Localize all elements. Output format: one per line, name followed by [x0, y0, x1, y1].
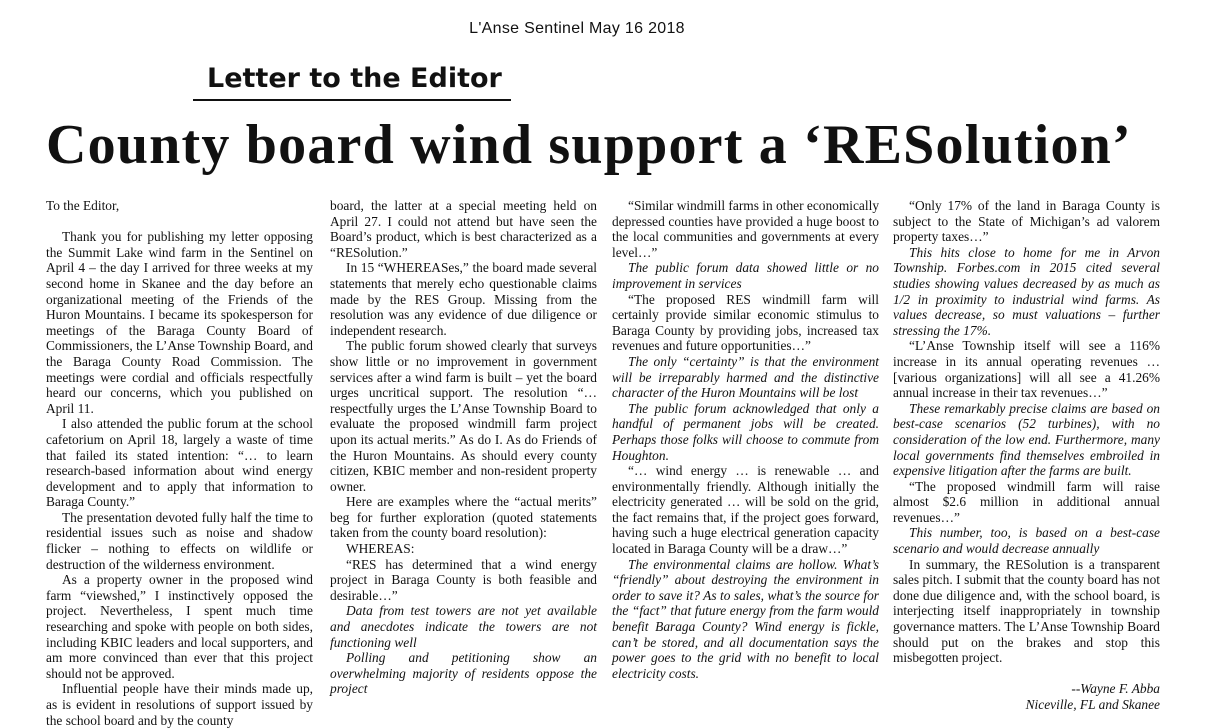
paragraph: As a property owner in the proposed wind farm “viewshed,” I instinctively opposed the project. Nevertheless, I spent much time researching and spoke with people on both sides, including KBIC leaders and local supporters, and am more convinced than ever that this project should not be approved.	[46, 572, 313, 681]
article-column-2	[330, 198, 597, 697]
paragraph: “… wind energy … is renewable … and environmentally friendly. Although initially the electricity generated … will be sold on the grid, the fact remains that, if the project goes forward, having such a huge electrical generation capacity located in Baraga County will be a draw…”	[612, 463, 879, 557]
paragraph: “The proposed RES windmill farm will certainly provide similar economic stimulus to Baraga County by providing jobs, increased tax revenues and future opportunities…”	[612, 291, 879, 354]
paragraph: Thank you for publishing my letter opposing the Summit Lake wind farm in the Sentinel on April 4 – the day I arrived for three weeks at my second home in Skanee and the day before an organizational meeting of the Friends of the Huron Mountains. I became its spokesperson for meetings of the Baraga County Board of Commissioners, the L’Anse Township Board, and the Baraga County Road Commission. The meetings were cordial and officials respectfully heard our concerns, which you published on April 11.	[46, 229, 313, 416]
paragraph: “Only 17% of the land in Baraga County is subject to the State of Michigan’s ad valorem property taxes…”	[893, 198, 1160, 245]
paragraph: In summary, the RESolution is a transparent sales pitch. I submit that the county board has not done due diligence and, with the school board, is interjecting itself inappropriately in township governance matters. The L’Anse Township Board should put on the brakes and stop this misbegotten project.	[893, 556, 1160, 666]
paragraph: The environmental claims are hollow. What’s “friendly” about destroying the environment in order to save it? As to sales, what’s the source for the “fact” that future energy from the farm would benefit Baraga County? Wind energy is fickle, can’t be stored, and all documentation says the power goes to the grid with no benefit to local electricity costs.	[612, 556, 879, 681]
paragraph: The public forum acknowledged that only a handful of permanent jobs will be created. Perhaps those folks will choose to commute from Houghton.	[612, 400, 879, 463]
paragraph: WHEREAS:	[346, 541, 415, 557]
headline: County board wind support a ‘RESolution’	[46, 114, 1132, 176]
paragraph: The public forum data showed little or no improvement in services	[612, 260, 879, 291]
paragraph: The public forum showed clearly that surveys show little or no improvement in government services after a wind farm is built – yet the board urges uncritical support. The resolution “… respectfully urges the L’Anse Township Board to evaluate the proposed windmill farm project upon its actual merits.” As do I. As do Friends of the Huron Mountains. As should every county citizen, KBIC member and non-resident property owner.	[330, 338, 597, 494]
paragraph: These remarkably precise claims are based on best-case scenarios (52 turbines), with no consideration of the low end. Furthermore, many local governments find themselves embroiled in expensive litigation after the farms are built.	[893, 400, 1160, 479]
paragraph: “Similar windmill farms in other economically depressed counties have provided a huge boost to the local communities and governments at every level…”	[612, 198, 880, 260]
section-kicker: Letter to the Editor	[193, 59, 511, 101]
paragraph: Here are examples where the “actual merits” beg for further exploration (quoted statements taken from the county board resolution):	[330, 494, 597, 541]
paragraph: board, the latter at a special meeting held on April 27. I could not attend but have seen the Board’s product, which is best characterized as a “RESolution.”	[330, 198, 597, 260]
paragraph: To the Editor,	[46, 198, 120, 213]
article-column-3	[612, 198, 879, 681]
paragraph: Polling and petitioning show an overwhelming majority of residents oppose the project	[330, 650, 597, 697]
paragraph: This hits close to home for me in Arvon Township. Forbes.com in 2015 cited several studies showing values decreased by as much as 1/2 in proximity to industrial wind farms. As values decrease, so must valuations – further stressing the 17%.	[893, 244, 1160, 338]
paragraph: I also attended the public forum at the school cafetorium on April 18, largely a waste of time that failed its stated intention: “… to learn research-based information about wind energy development and to apply that information to Baraga County.”	[46, 416, 313, 510]
signature-location: Niceville, FL and Skanee	[1025, 697, 1160, 712]
signature-name: --Wayne F. Abba	[1071, 681, 1160, 697]
paragraph: Influential people have their minds made up, as is evident in resolutions of support issued by the school board and by the county	[46, 681, 313, 728]
paragraph: In 15 “WHEREASes,” the board made several statements that merely echo questionable claims made by the RES Group. Missing from the resolution was any evidence of due diligence or independent research.	[330, 260, 597, 338]
paragraph: This number, too, is based on a best-case scenario and would decrease annually	[893, 525, 1160, 557]
article-column-4	[893, 198, 1160, 713]
paragraph: Data from test towers are not yet available and anecdotes indicate the towers are not functioning well	[330, 603, 597, 650]
paragraph: “The proposed windmill farm will raise almost $2.6 million in additional annual revenues…”	[893, 478, 1160, 525]
paragraph: “L’Anse Township itself will see a 116% increase in its annual operating revenues … [various organizations] will all see a 41.26% annual increase in their tax revenues…”	[893, 338, 1160, 401]
article-column-1	[46, 198, 313, 728]
paragraph: The only “certainty” is that the environment will be irreparably harmed and the distinctive character of the Huron Mountains will be lost	[612, 353, 879, 401]
masthead: L'Anse Sentinel May 16 2018	[469, 20, 685, 37]
paragraph: “RES has determined that a wind energy project in Baraga County is both feasible and desirable…”	[330, 556, 597, 603]
paragraph: The presentation devoted fully half the time to residential issues such as noise and shadow flicker – nothing to effects on wildlife or destruction of the wilderness environment.	[46, 509, 313, 572]
